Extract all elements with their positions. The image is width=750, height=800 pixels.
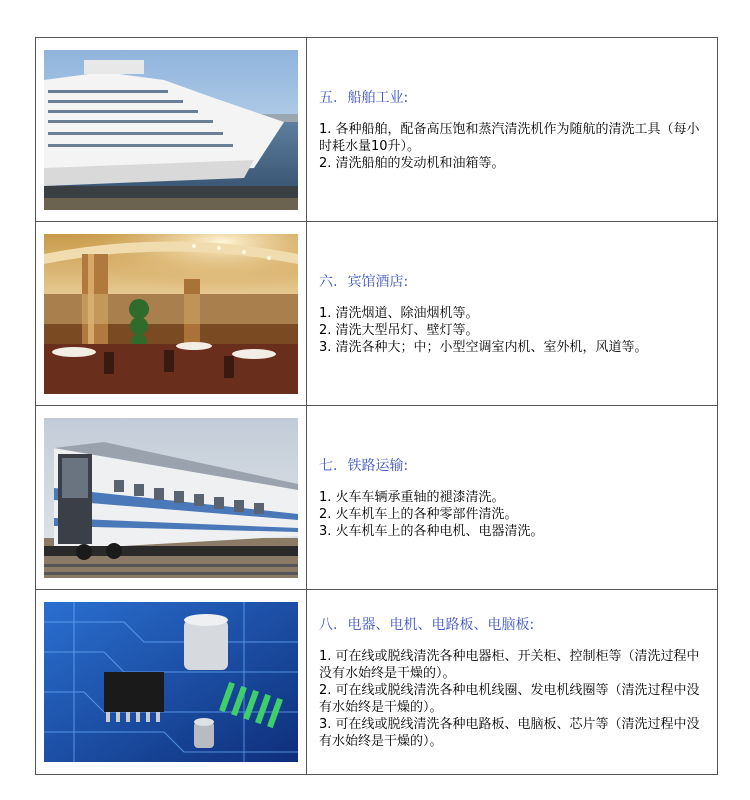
section-row-ship	[36, 38, 717, 222]
image-cell	[36, 222, 307, 405]
section-heading	[319, 455, 707, 475]
section-title: 铁路运输:	[347, 458, 409, 474]
list-item: 3. 可在线或脱线清洗各种电路板、电脑板、芯片等（清洗过程中没有水始终是干燥的）。	[319, 717, 700, 749]
cruise-ship-photo	[44, 50, 298, 210]
hotel-restaurant-photo	[44, 234, 298, 394]
application-table	[35, 37, 718, 775]
section-title: 宾馆酒店:	[347, 274, 409, 290]
image-cell	[36, 38, 307, 221]
text-cell	[307, 406, 717, 589]
image-cell	[36, 590, 307, 774]
section-heading	[319, 271, 707, 291]
list-item: 1. 火车车辆承重轴的褪漆清洗。	[319, 490, 505, 505]
list-item: 1. 各种船舶，配备高压饱和蒸汽清洗机作为随航的清洗工具（每小时耗水量10升）。	[319, 122, 700, 154]
section-row-hotel	[36, 222, 717, 406]
list-item: 1. 清洗烟道、除油烟机等。	[319, 306, 479, 321]
image-cell	[36, 406, 307, 589]
list-item: 1. 可在线或脱线清洗各种电器柜、开关柜、控制柜等（清洗过程中没有水始终是干燥的）。	[319, 649, 700, 681]
text-cell	[307, 222, 717, 405]
section-heading	[319, 614, 707, 634]
section-number: 五.	[319, 90, 338, 106]
section-number: 七.	[319, 458, 338, 474]
list-item: 2. 可在线或脱线清洗各种电机线圈、发电机线圈等（清洗过程中没有水始终是干燥的）。	[319, 683, 700, 715]
circuit-board-photo	[44, 602, 298, 762]
list-item: 2. 火车机车上的各种零部件清洗。	[319, 507, 518, 522]
list-item: 2. 清洗大型吊灯、壁灯等。	[319, 323, 479, 338]
train-photo	[44, 418, 298, 578]
text-cell	[307, 590, 717, 774]
section-row-train	[36, 406, 717, 590]
section-title: 船舶工业:	[347, 90, 409, 106]
section-heading	[319, 87, 707, 107]
text-cell	[307, 38, 717, 221]
list-item: 3. 火车机车上的各种电机、电器清洗。	[319, 524, 544, 539]
section-title: 电器、电机、电路板、电脑板:	[347, 617, 535, 633]
list-item: 2. 清洗船舶的发动机和油箱等。	[319, 156, 505, 171]
section-row-circuit	[36, 590, 717, 774]
section-number: 六.	[319, 274, 338, 290]
list-item: 3. 清洗各种大；中；小型空调室内机、室外机，风道等。	[319, 340, 648, 355]
section-number: 八.	[319, 617, 338, 633]
